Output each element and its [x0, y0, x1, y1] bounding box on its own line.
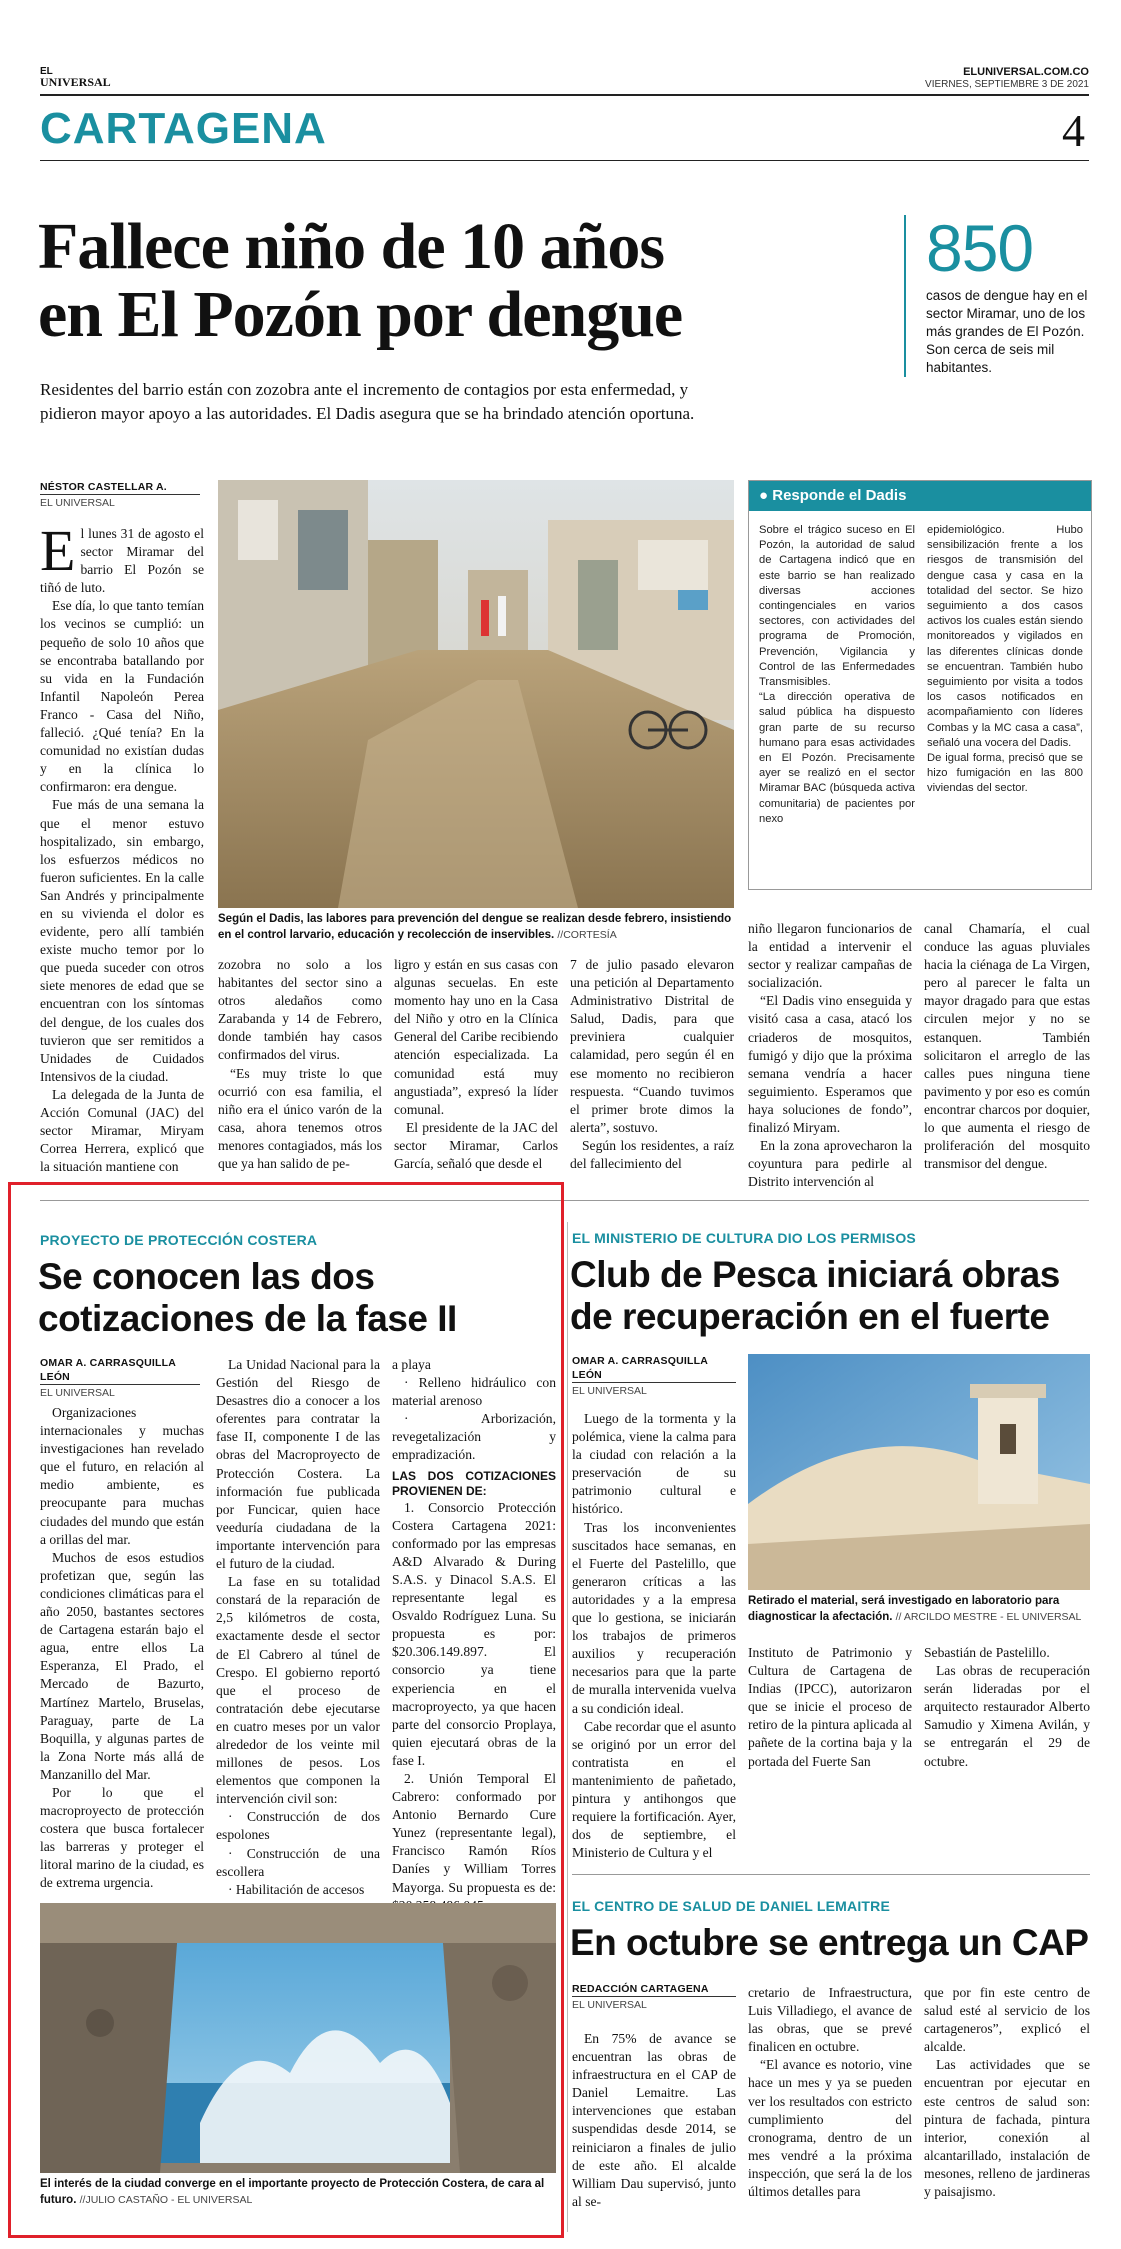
lead-col1-para-1: l lunes 31 de agosto el sector Miramar del barrio El Pozón se tiñó de luto. — [40, 526, 204, 596]
dadis-sidebar-title: Responde el Dadis — [772, 487, 907, 504]
fuerte-column-2 — [748, 1644, 912, 1771]
costera-headline-line-2: cotizaciones de la fase II — [38, 1298, 457, 1339]
lead-byline-outlet: EL UNIVERSAL — [40, 494, 200, 510]
cap-byline-outlet: EL UNIVERSAL — [572, 1996, 736, 2012]
lead-headline-line-2: en El Pozón por dengue — [38, 278, 683, 351]
stat-box — [904, 211, 1090, 377]
lead-byline — [40, 480, 200, 510]
fuerte-col1-para-1: Luego de la tormenta y la polémica, viene la calma para la ciudad con relación a la preservación de su patrimonio cultural e histórico. — [572, 1411, 736, 1517]
cap-byline — [572, 1982, 736, 2012]
dadis-col1-para-2: “La dirección operativa de salud pública ha dispuesto gran parte de su recurso humano para esas actividades en El Pozón. Precisamente ayer se realizó en el sector Miramar BAC (búsqueda activa comunitaria) de pacientes por nexo — [759, 691, 915, 825]
costera-headline-line-1: Se conocen las dos — [38, 1256, 375, 1297]
fuerte-byline-name: OMAR A. CARRASQUILLA LEÓN — [572, 1355, 708, 1381]
costera-col2-para-1: La Unidad Nacional para la Gestión del Riesgo de Desastres dio a conocer a los oferentes para contratar la fase II, componente I de las obras del Macroproyecto de Protección Costera. La información fue publicada por Funcicar, quien hace veeduría ciudadana de la importante intervención para el futuro de la ciudad. — [216, 1357, 380, 1572]
cap-column-1 — [572, 2030, 736, 2211]
cap-col3-para-2: Las actividades que se encuentran por ejecutar en este centros de salud son: pintura de fachada, pintura interior, conexión al alcantarillado, instalación de mesones, relleno de jardineras y paisajismo. — [924, 2057, 1090, 2200]
dadis-bullet-icon: ● — [759, 487, 773, 504]
costera-photo-sea-wall — [40, 1903, 556, 2173]
costera-col3-pre-2: · Relleno hidráulico con material arenoso — [392, 1375, 556, 1409]
lead-caption-credit: //CORTESÍA — [557, 928, 617, 941]
lead-col3-para-2: El presidente de la JAC del sector Miramar, Carlos García, señaló que desde el — [394, 1119, 558, 1172]
page-number: 4 — [1062, 105, 1085, 156]
costera-column-2 — [216, 1356, 380, 1899]
costera-byline-name: OMAR A. CARRASQUILLA LEÓN — [40, 1357, 176, 1383]
fuerte-caption-credit: // ARCILDO MESTRE - EL UNIVERSAL — [895, 1610, 1082, 1623]
lead-col2-para-2: “Es muy triste lo que ocurrió con esa familia, el niño era el único varón de la casa, ahora tenemos otros menores contagiados, más los que ya han salido de pe- — [218, 1065, 382, 1172]
cap-column-2 — [748, 1984, 912, 2201]
costera-photo-caption — [40, 2177, 556, 2208]
cap-kicker: EL CENTRO DE SALUD DE DANIEL LEMAITRE — [572, 1898, 891, 1914]
costera-col1-para-2: Muchos de esos estudios profetizan que, según las condiciones climáticas para el año 2050, bastantes sectores de Cartagena estarán bajo el agua, entre ellos La Esperanza, El Prado, el Mercado de Bazurto, Martínez Martelo, Bruselas, Paraguay, parte de La Boquilla, y algunas partes de la Zona Norte más allá de Manzanillo del Mar. — [40, 1549, 204, 1782]
fuerte-byline-outlet: EL UNIVERSAL — [572, 1382, 736, 1398]
costera-col1-para-3: Por lo que el macroproyecto de protección costera que busca fortalecer las barreras y proteger el litoral marino de la ciudad, es de extrema urgencia. — [40, 1784, 204, 1891]
fuerte-headline — [570, 1254, 1060, 1338]
lead-column-4 — [570, 956, 734, 1173]
lead-col5-para-1: niño llegaron funcionarios de la entidad a intervenir el sector y realizar campañas de socialización. — [748, 921, 912, 991]
cap-col1-para-1: En 75% de avance se encuentran las obras de infraestructura en el CAP de Daniel Lemaitre. Las intervenciones que estaban suspendidas desde 2014, se reiniciaron a finales de julio de este año. El alcalde William Dau supervisó, junto al se- — [572, 2031, 736, 2209]
costera-caption-credit: //JULIO CASTAÑO - EL UNIVERSAL — [79, 2193, 253, 2206]
masthead-rule — [40, 94, 1089, 96]
costera-col2-item-1: · Construcción de dos espolones — [216, 1809, 380, 1843]
fuerte-headline-line-2: de recuperación en el fuerte — [570, 1296, 1050, 1337]
lead-col1-para-4: La delegada de la Junta de Acción Comunal (JAC) del sector Miramar, Miryam Correa Herrera, explicó que la situación mantiene con — [40, 1086, 204, 1175]
costera-col2-item-2: · Construcción de una escollera — [216, 1845, 380, 1879]
logo-line-2: UNIVERSAL — [40, 75, 111, 89]
lead-caption-text: Según el Dadis, las labores para prevención del dengue se realizan desde febrero, insistiendo en el control larvario, educación y recolección de inservibles. — [218, 913, 732, 941]
costera-byline — [40, 1356, 200, 1400]
lead-col4-para-1: 7 de julio pasado elevaron una petición al Departamento Administrativo Distrital de Salud, Dadis, para que previniera cualquier calamidad, pero según él en ese momento no recibieron respuesta. “Cuando tuvimos el primer brote dimos la alerta”, sostuvo. — [570, 957, 734, 1135]
cap-byline-name: REDACCIÓN CARTAGENA — [572, 1983, 709, 1995]
costera-col3-para-2: 2. Unión Temporal El Cabrero: conformado por Antonio Bernardo Cure Yunez (representante legal), Francisco Ramón Ríos Daníes y William Torres Mayorga. Su propuesta es de: — [392, 1770, 556, 1895]
lead-column-6 — [924, 920, 1090, 1173]
lead-photo-flooded-street — [218, 480, 734, 908]
lead-column-2 — [218, 956, 382, 1173]
newspaper-logo — [40, 66, 111, 88]
fuerte-col1-para-2: Tras los inconvenientes suscitados hace semanas, en el Fuerte del Pastelillo, que generaron críticas a las autoridades y a la empresa que lo gestiona, se iniciarán los trabajos de primeros auxilios y recuperación necesarios para que la parte de muralla intervenida vuelva a su condición ideal. — [572, 1519, 736, 1716]
costera-col3-para-1: 1. Consorcio Protección Costera Cartagena 2021: conformado por las empresas A&D Alvarado & During S.A.S. y Dinacol S.A.S. El representante legal es Osvaldo Rodríguez Luna. Su propuesta es por: $20.306.149.897. El consorcio ya tiene experiencia en el macroproyecto, ya que hacen parte del consorcio Proplaya, quien ejecutará obras de la fase I. — [392, 1499, 556, 1768]
site-url: ELUNIVERSAL.COM.CO — [963, 66, 1089, 78]
lead-col2-para-1: zozobra no solo a los habitantes del sector sino a otros aledaños como Zarabanda y 14 de Febrero, donde también hay casos confirmados del virus. — [218, 957, 382, 1063]
costera-col2-item-3: · Habilitación de accesos — [228, 1881, 365, 1897]
dadis-col2-para-1: epidemiológico. Hubo sensibilización frente a los riesgos de transmisión del dengue casa y casa en la totalidad del sector. Se hizo seguimiento a dos casos activos los cuales están siendo monitoreados y vigilados en las diferentes clínicas donde se encuentran. También hubo seguimiento por visita a todos los casos notificados en acompañamiento con líderes Combas y la MC casa a casa”, señaló una vocera del Dadis. — [927, 524, 1083, 749]
costera-column-1 — [40, 1404, 204, 1893]
costera-col1-para-1: Organizaciones internacionales y muchas investigaciones han revelado que el futuro, en relación al medio ambiente, es preocupante para muchas ciudades del mundo que están a orillas del mar. — [40, 1405, 204, 1547]
cap-headline: En octubre se entrega un CAP — [570, 1922, 1089, 1963]
vertical-divider — [567, 1222, 568, 2232]
fuerte-headline-line-1: Club de Pesca iniciará obras — [570, 1254, 1060, 1295]
costera-col2-para-2: La fase en su totalidad constará de la reparación de 2,5 kilómetros de costa, exactamente desde el sector de El Cabrero al túnel de Crespo. El gobierno reportó que el proceso de contratación debe ejecutarse en cuatro meses por un valor alrededor de los veinte mil millones de pesos. Los elementos que componen la intervención civil son: — [216, 1574, 380, 1807]
lead-headline — [38, 210, 683, 351]
lead-dropcap: E — [40, 525, 76, 583]
lead-col3-para-1: ligro y están en sus casas con algunas secuelas. En este momento hay uno en la Casa del Niño y otro en la Clínica General del Caribe recibiendo atención especializada. La comunidad está muy angustiada”, expresó la líder comunal. — [394, 957, 558, 1117]
fuerte-caption-text: Retirado el material, será investigado en laboratorio para diagnosticar la afectación. — [748, 1595, 1060, 1623]
fuerte-photo-fort-turret — [748, 1354, 1090, 1590]
lead-byline-name: NÉSTOR CASTELLAR A. — [40, 481, 167, 493]
sea-wall-image — [40, 1903, 556, 2173]
dadis-sidebar-col-2 — [927, 523, 1083, 797]
stat-number: 850 — [926, 211, 1034, 285]
fuerte-photo-caption — [748, 1594, 1090, 1625]
lead-col1-para-3: Fue más de una semana la que el menor estuvo hospitalizado, sin embargo, los esfuerzos médicos no fueron suficientes. En la calle San Andrés y principalmente en su vivienda el dolor es evidente, pero allí también existe mucho temor por lo que pueda suceder con otros siete menores de edad que se encuentran con los síntomas del dengue, de los cuales dos tuvieron que ser remitidos a Unidades de Cuidados Intensivos de la ciudad. — [40, 797, 204, 1084]
cap-col2-para-2: “El avance es notorio, vine hace un mes y ya se pueden ver los resultados con estricto cumplimiento del cronograma, dentro de un mes vendré a la próxima inspección, que será la de los últimos detalles para — [748, 2057, 912, 2200]
costera-byline-outlet: EL UNIVERSAL — [40, 1384, 200, 1400]
edition-date: VIERNES, SEPTIEMBRE 3 DE 2021 — [925, 79, 1089, 90]
fuerte-col1-para-3: Cabe recordar que el asunto se originó por un error del contratista en el mantenimiento de pañetado, pintura y antihongos que requiere la fortificación. Ayer, dos de septiembre, el Ministerio de Cultura y el — [572, 1718, 736, 1861]
lead-dek — [40, 378, 694, 426]
section-title: CARTAGENA — [40, 104, 327, 153]
lead-column-1 — [40, 525, 204, 1205]
dadis-col1-para-1: Sobre el trágico suceso en El Pozón, la autoridad de salud de Cartagena indicó que en este barrio se han realizado diversas acciones contingenciales en varios sectores, con actividades del programa de Promoción, Prevención, Vigilancia y Control de las Enfermedades Transmisibles. — [759, 524, 915, 689]
fuerte-column-1 — [572, 1410, 736, 1862]
logo-line-1: EL — [40, 66, 53, 77]
lead-column-3 — [394, 956, 558, 1173]
costera-headline — [38, 1256, 457, 1340]
lead-photo-caption — [218, 912, 734, 943]
fuerte-col3-para-2: Las obras de recuperación serán lideradas por el arquitecto restaurador Alberto Samudio y Ximena Avilán, y se entregarán el 29 de octubre. — [924, 1663, 1090, 1769]
fort-turret-image — [748, 1354, 1090, 1590]
fuerte-col2-para-1: Instituto de Patrimonio y Cultura de Cartagena de Indias (IPCC), autorizaron que se inicie el proceso de retiro de la pintura aplicada al pañete de la cortina baja y la portada del Fuerte San — [748, 1645, 912, 1769]
dadis-col2-para-2: De igual forma, precisó que se hizo fumigación en las 800 viviendas del sector. — [927, 752, 1083, 795]
lead-col1-para-2: Ese día, lo que tanto temían los vecinos se cumplió: un pequeño de solo 10 años que se encontraba batallando por su vida en la Fundación Infantil Napoleón Perea Franco - Casa del Niño, falleció. ¿Qué tenía? En la comunidad no existían dudas y en la clínica lo confirmaron: era dengue. — [40, 598, 204, 795]
fuerte-byline — [572, 1354, 736, 1398]
lead-col4-para-2: Según los residentes, a raíz del fallecimiento del — [570, 1137, 734, 1172]
fuerte-col3-para-1: Sebastián de Pastelillo. — [924, 1645, 1050, 1660]
lead-col5-para-2: “El Dadis vino enseguida y visitó casa a casa, atacó los criaderos de mosquitos, fumigó y dijo que la próxima semana vendría a hacer seguimiento. Esperamos que haya soluciones de fondo”, finalizó Miryam. — [748, 993, 912, 1136]
lead-dek-line-1: Residentes del barrio están con zozobra ante el incremento de contagios por esta enfermedad, y — [40, 380, 689, 399]
dadis-sidebar — [748, 480, 1092, 890]
cap-col2-para-1: cretario de Infraestructura, Luis Villadiego, el avance de las obras, que se prevé finalicen en octubre. — [748, 1985, 912, 2055]
cap-section-rule — [572, 1874, 1090, 1875]
cap-col3-para-1: que por fin este centro de salud esté al servicio de los cartageneros”, explicó el alcalde. — [924, 1985, 1090, 2055]
lead-dek-line-2: pidieron mayor apoyo a las autoridades. El Dadis asegura que se ha brindado atención oportuna. — [40, 404, 695, 423]
stat-text: casos de dengue hay en el sector Miramar, uno de los más grandes de El Pozón. Son cerca de seis mil habitantes. — [926, 288, 1088, 375]
lead-headline-line-1: Fallece niño de 10 años — [38, 210, 665, 283]
costera-caption-text: El interés de la ciudad converge en el importante proyecto de Protección Costera, de cara al futuro. — [40, 2178, 545, 2206]
costera-col3-pre-1: a playa — [392, 1357, 431, 1372]
lead-col6-para-1: canal Chamaría, el cual conduce las aguas pluviales hacia la ciénaga de La Virgen, pero al parecer le falta un mayor dragado para que estas circulen mejor y no se estanquen. También solicitaron el arreglo de las calles pues ninguna tiene pavimento y por eso es común encontrar charcos por doquier, lo que aumenta el riesgo de proliferación del mosquito transmisor del dengue. — [924, 921, 1090, 1172]
dadis-sidebar-header — [749, 481, 1091, 511]
costera-kicker: PROYECTO DE PROTECCIÓN COSTERA — [40, 1232, 318, 1248]
lead-column-5 — [748, 920, 912, 1191]
cap-column-3 — [924, 1984, 1090, 2201]
fuerte-kicker: EL MINISTERIO DE CULTURA DIO LOS PERMISOS — [572, 1230, 916, 1246]
flooded-street-image — [218, 480, 734, 908]
fuerte-column-3 — [924, 1644, 1090, 1771]
costera-col3-pre-3: · Arborización, revegetalización y empradización. — [392, 1411, 556, 1463]
costera-column-3 — [392, 1356, 556, 1915]
costera-col3-subhead: LAS DOS COTIZACIONES PROVIENEN DE: — [392, 1468, 556, 1498]
section-rule — [40, 160, 1089, 161]
dadis-sidebar-col-1 — [759, 523, 915, 827]
lead-col5-para-3: En la zona aprovecharon la coyuntura para pedirle al Distrito intervención al — [748, 1138, 912, 1190]
